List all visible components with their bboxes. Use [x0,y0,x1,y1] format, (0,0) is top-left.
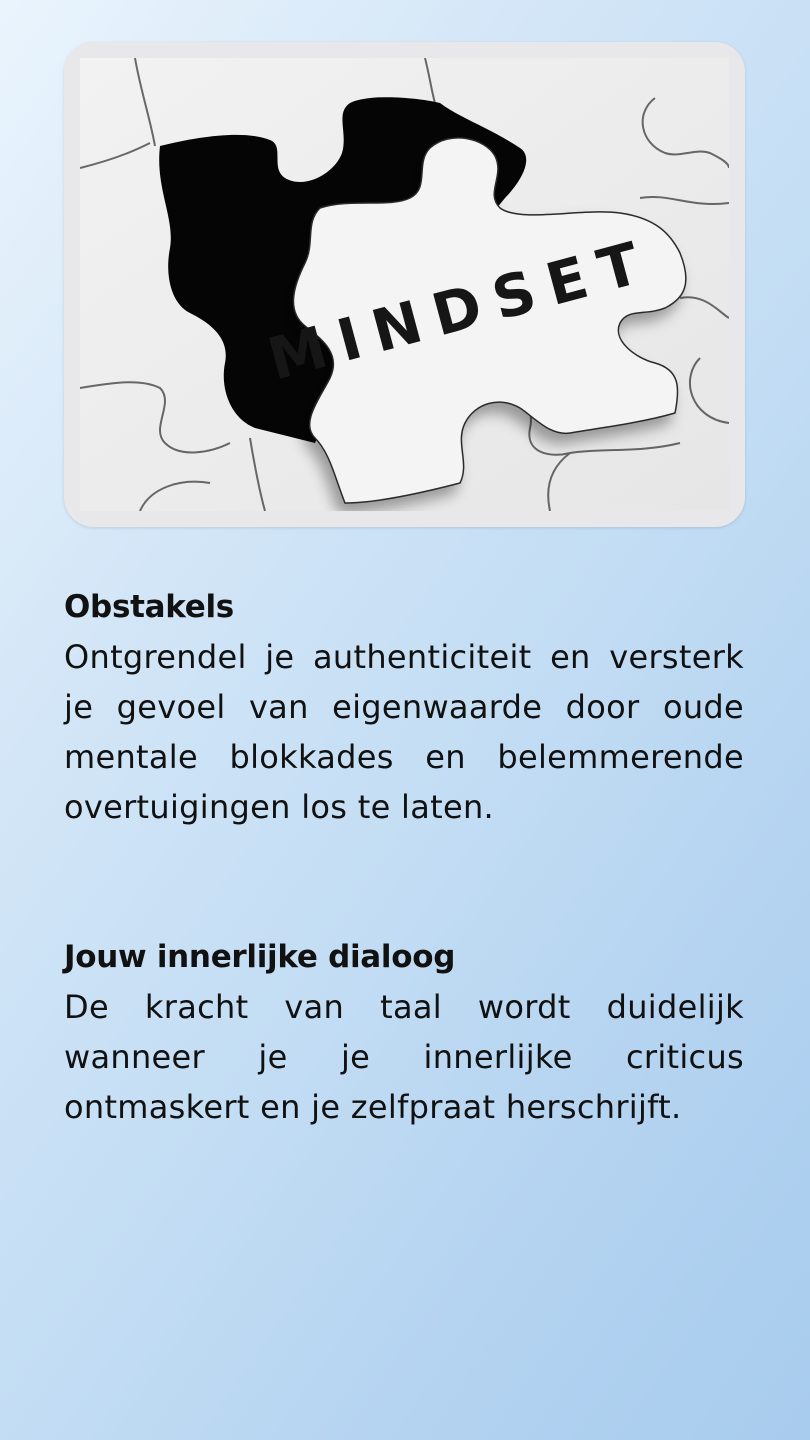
puzzle-illustration [80,58,729,511]
section-innerlijke-dialoog [64,932,744,1132]
section-body: De kracht van taal wordt duidelijk wanneer je je innerlijke criticus ontmaskert en je zelfpraat herschrijft. [64,988,744,1126]
mindset-word: MINDSET [261,225,661,394]
section-heading: Obstakels [64,589,234,625]
section-heading: Jouw innerlijke dialoog [64,939,456,975]
section-obstakels [64,582,744,832]
mindset-puzzle-image [64,42,745,527]
section-body: Ontgrendel je authenticiteit en versterk je gevoel van eigenwaarde door oude mentale blokkades en belemmerende overtuigingen los te laten. [64,638,744,826]
